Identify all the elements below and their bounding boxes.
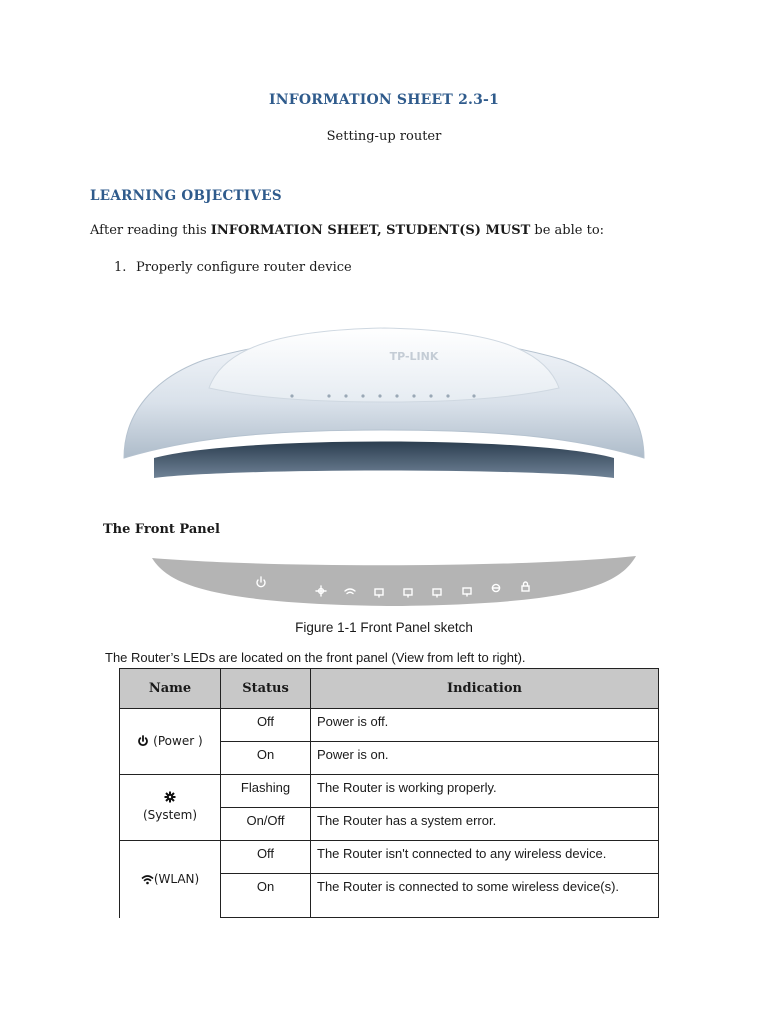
objective-text: Properly configure router device [136,260,352,275]
table-row [120,709,659,742]
led-name-label: (System) [142,808,198,822]
indication-cell: The Router is working properly. [311,775,659,808]
front-panel-sketch [150,554,638,610]
status-cell: On/Off [221,808,311,841]
led-table [119,668,659,918]
document-title: INFORMATION SHEET 2.3-1 [268,92,500,108]
led-name-cell [120,709,221,775]
indication-cell: Power is on. [311,742,659,775]
table-header-row [120,669,659,709]
indication-cell: Power is off. [311,709,659,742]
objective-list-item [114,260,352,275]
intro-text-start: After reading this [90,223,211,238]
table-row [120,841,659,874]
objective-number: 1. [114,260,127,275]
column-header-name: Name [120,669,221,709]
intro-text-end: be able to: [530,223,605,238]
indication-cell: The Router has a system error. [311,808,659,841]
wifi-icon [141,872,154,886]
objectives-intro [90,223,604,238]
indication-cell: The Router isn't connected to any wireless device. [311,841,659,874]
led-name-label: (Power ) [153,734,203,748]
indication-cell: The Router is connected to some wireless device(s). [311,874,659,918]
document-subtitle: Setting-up router [326,129,442,144]
status-cell: Off [221,841,311,874]
column-header-indication: Indication [311,669,659,709]
front-panel-heading: The Front Panel [103,522,220,537]
leds-intro-text: The Router’s LEDs are located on the front panel (View from left to right). [105,650,526,665]
intro-text-bold: INFORMATION SHEET, STUDENT(S) MUST [210,223,531,238]
status-cell: Flashing [221,775,311,808]
led-name-cell [120,841,221,918]
status-cell: On [221,874,311,918]
gear-icon [126,791,214,807]
led-name-label: (WLAN) [153,871,200,886]
figure-caption: Figure 1-1 Front Panel sketch [295,620,473,635]
learning-objectives-heading: LEARNING OBJECTIVES [90,188,282,204]
led-name-cell [120,775,221,841]
power-icon [137,734,149,748]
router-brand-logo: TP-LINK [389,350,439,363]
status-cell: Off [221,709,311,742]
status-cell: On [221,742,311,775]
router-photo [114,318,650,488]
column-header-status: Status [221,669,311,709]
table-row [120,775,659,808]
